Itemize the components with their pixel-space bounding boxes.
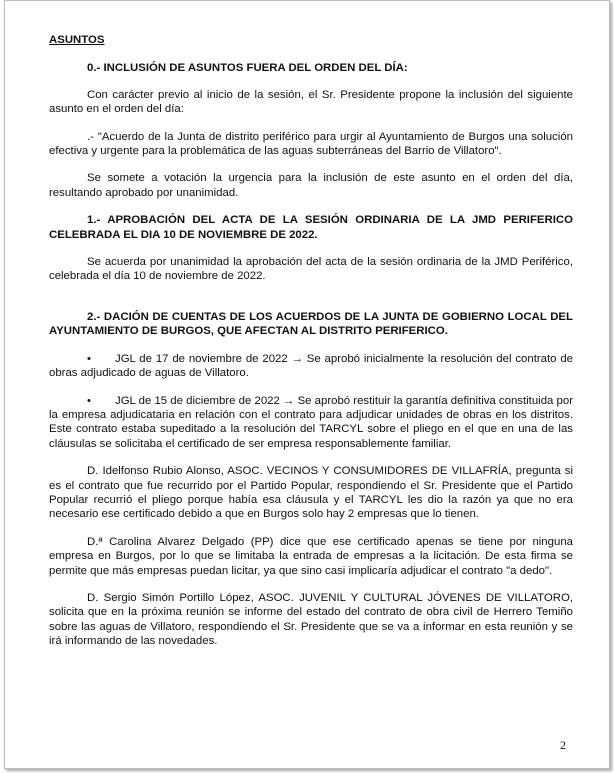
item0-quote: .- "Acuerdo de la Junta de distrito periférico para urgir al Ayuntamiento de Burgos una solución efectiva y urgente para la problemática de las aguas subterráneas del Barrio de Villatoro". [49, 130, 573, 158]
item1-paragraph: Se acuerda por unanimidad la aprobación del acta de la sesión ordinaria de la JMD Periférico, celebrada el día 10 de noviembre de 2022. [49, 256, 573, 283]
item0-paragraph: Con carácter previo al inicio de la sesión, el Sr. Presidente propone la inclusión del siguiente asunto en el orden del día: [49, 88, 573, 116]
bullet-text: JGL de 15 de diciembre de 2022 → Se aprobó restituir la garantía definitiva constituida por la empresa adjudicataria en relación con el contrato para adjudicar unidades de obras en los distritos. Este contrato estaba supeditado a la resolución del TARCYL sobre el pliego en el que en una de las cláusulas se solicitaba el certificado de ser empresa responsablemente familiar. [49, 394, 574, 450]
bullet-text: JGL de 17 de noviembre de 2022 → Se aprobó inicialmente la resolución del contrato de obras adjudicado de aguas de Villatoro. [49, 352, 573, 380]
item0-vote-paragraph: Se somete a votación la urgencia para la inclusión de este asunto en el orden del día, resultando aprobado por unanimidad. [49, 172, 573, 199]
document-page [4, 0, 610, 769]
alvarez-paragraph: D.ª Carolina Alvarez Delgado (PP) dice que ese certificado apenas se tiene por ninguna empresa en Burgos, por lo que se limitaba la entrada de empresas a la licitación. De esta firma se permite que más empresas puedan licitar, ya que sino casi implicaría adjudicar el contrato "a dedo". [49, 535, 573, 577]
item0-heading: 0.- INCLUSIÓN DE ASUNTOS FUERA DEL ORDEN DEL DÍA: [87, 62, 408, 75]
item2-bullet-1 [49, 352, 573, 381]
bullet-marker: • [87, 394, 91, 407]
page-number: 2 [560, 738, 566, 752]
section-title: ASUNTOS [49, 34, 105, 46]
item2-bullet-2 [49, 394, 573, 452]
item1-heading: 1.- APROBACIÓN DEL ACTA DE LA SESIÓN ORDINARIA DE LA JMD PERIFERICO CELEBRADA EL DIA 10 DE NOVIEMBRE DE 2022. [49, 214, 573, 241]
item2-heading: 2.- DACIÓN DE CUENTAS DE LOS ACUERDOS DE LA JUNTA DE GOBIERNO LOCAL DEL AYUNTAMIENTO DE BURGOS, QUE AFECTAN AL DISTRITO PERIFERICO. [49, 310, 573, 338]
bullet-marker: • [87, 352, 91, 365]
page-content [49, 23, 573, 649]
portillo-paragraph: D. Sergio Simón Portillo López, ASOC. JUVENIL Y CULTURAL JÓVENES DE VILLATORO, solicita que en la próxima reunión se informe del estado del contrato de obra civil de Herrero Temiño sobre las aguas de Villatoro, respondiendo el Sr. Presidente que se va a informar en esta reunión y se irá informando de las novedades. [49, 591, 573, 648]
rubio-paragraph: D. Idelfonso Rubio Alonso, ASOC. VECINOS Y CONSUMIDORES DE VILLAFRÍA, pregunta si es el contrato que fue recurrido por el Partido Popular, respondiendo el Sr. Presidente que el Partido Popular recurrió el pliego porque había esa cláusula y el TARCYL les dio la razón ya que no era necesario ese certificado debido a que en Burgos solo hay 2 empresas que lo tienen. [49, 465, 573, 521]
